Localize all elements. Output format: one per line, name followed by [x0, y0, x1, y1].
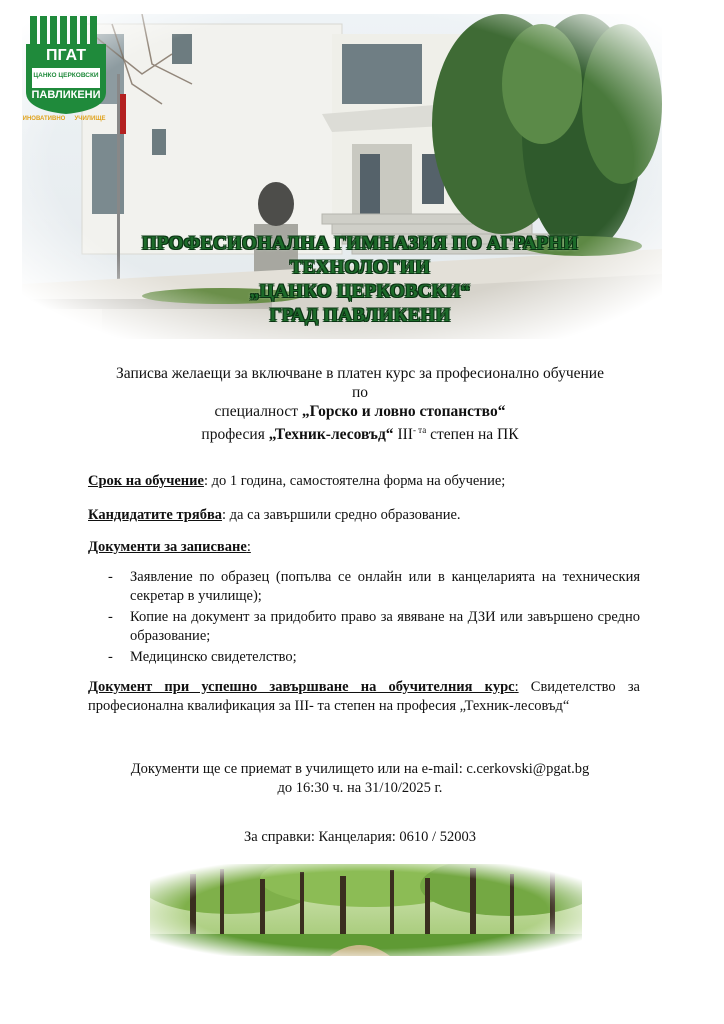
documents-label: Документи за записване	[88, 539, 247, 555]
school-title	[60, 232, 660, 328]
documents-heading	[88, 538, 640, 557]
duration-section	[88, 472, 640, 491]
specialty-line	[60, 402, 660, 421]
candidates-section	[88, 506, 640, 525]
logo-motto-right: УЧИЛИЩЕ	[74, 116, 106, 122]
degree-sup: - та	[412, 425, 427, 435]
degree-suffix: степен на ПК	[426, 426, 519, 444]
list-dash: -	[108, 609, 113, 625]
certificate-colon: :	[514, 679, 519, 695]
course-intro	[60, 364, 660, 444]
list-item	[108, 608, 640, 646]
logo-acronym: ПГАТ	[45, 47, 87, 64]
specialty-prefix: специалност	[214, 403, 302, 420]
profession-name: „Техник-лесовъд“	[268, 426, 394, 444]
logo-motto-left: ИНОВАТИВНО	[22, 116, 66, 122]
profession-line	[60, 421, 660, 444]
certificate-section	[88, 678, 640, 716]
documents-colon: :	[246, 539, 251, 555]
list-dash: -	[108, 569, 113, 585]
deadline-section	[60, 760, 660, 798]
school-title-line-3: „ЦАНКО ЦЕРКОВСКИ“	[249, 281, 471, 302]
deadline-line-1: Документи ще се приемат в училището или на e-mail: c.cerkovski@pgat.bg	[130, 761, 590, 777]
certificate-text: Свидетелство за професионална квалификация за III- та степен на професия „Техник-лесовъд“	[88, 679, 640, 714]
certificate-label: Документ при успешно завършване на обучителния курс	[88, 679, 515, 695]
forest-image	[150, 864, 582, 956]
logo-town: ПАВЛИКЕНИ	[31, 89, 101, 101]
profession-prefix: професия	[201, 426, 269, 444]
intro-line-1: Записва желаещи за включване в платен курс за професионално обучение	[116, 365, 604, 382]
school-title-line-2: ТЕХНОЛОГИИ	[289, 257, 431, 278]
candidates-text: : да са завършили средно образование.	[222, 507, 461, 523]
intro-line-2: по	[351, 384, 369, 401]
list-item-text: Заявление по образец (попълва се онлайн или в канцеларията на техническия секретар в училище);	[130, 569, 640, 604]
specialty-name: „Горско и ловно стопанство“	[301, 403, 506, 420]
documents-list	[108, 568, 640, 669]
contact-line: За справки: Канцелария: 0610 / 52003	[244, 829, 476, 845]
list-item	[108, 568, 640, 606]
list-dash: -	[108, 649, 113, 665]
deadline-line-2: до 16:30 ч. на 31/10/2025 г.	[277, 780, 443, 796]
school-emblem-icon	[22, 14, 110, 124]
duration-label: Срок на обучение	[88, 473, 204, 489]
list-item-text: Копие на документ за придобито право за явяване на ДЗИ или завършено средно образование;	[130, 609, 640, 644]
school-title-line-1: ПРОФЕСИОНАЛНА ГИМНАЗИЯ ПО АГРАРНИ	[141, 233, 579, 254]
list-item	[108, 648, 640, 667]
candidates-label: Кандидатите трябва	[88, 507, 223, 523]
school-title-line-4: ГРАД ПАВЛИКЕНИ	[269, 305, 451, 326]
degree-roman: III	[393, 426, 413, 444]
duration-text: : до 1 година, самостоятелна форма на обучение;	[203, 473, 506, 489]
list-item-text: Медицинско свидетелство;	[130, 649, 297, 665]
school-logo	[22, 14, 110, 124]
forest-photo	[150, 864, 582, 956]
logo-inner-text: ЦАНКО ЦЕРКОВСКИ	[33, 72, 99, 79]
